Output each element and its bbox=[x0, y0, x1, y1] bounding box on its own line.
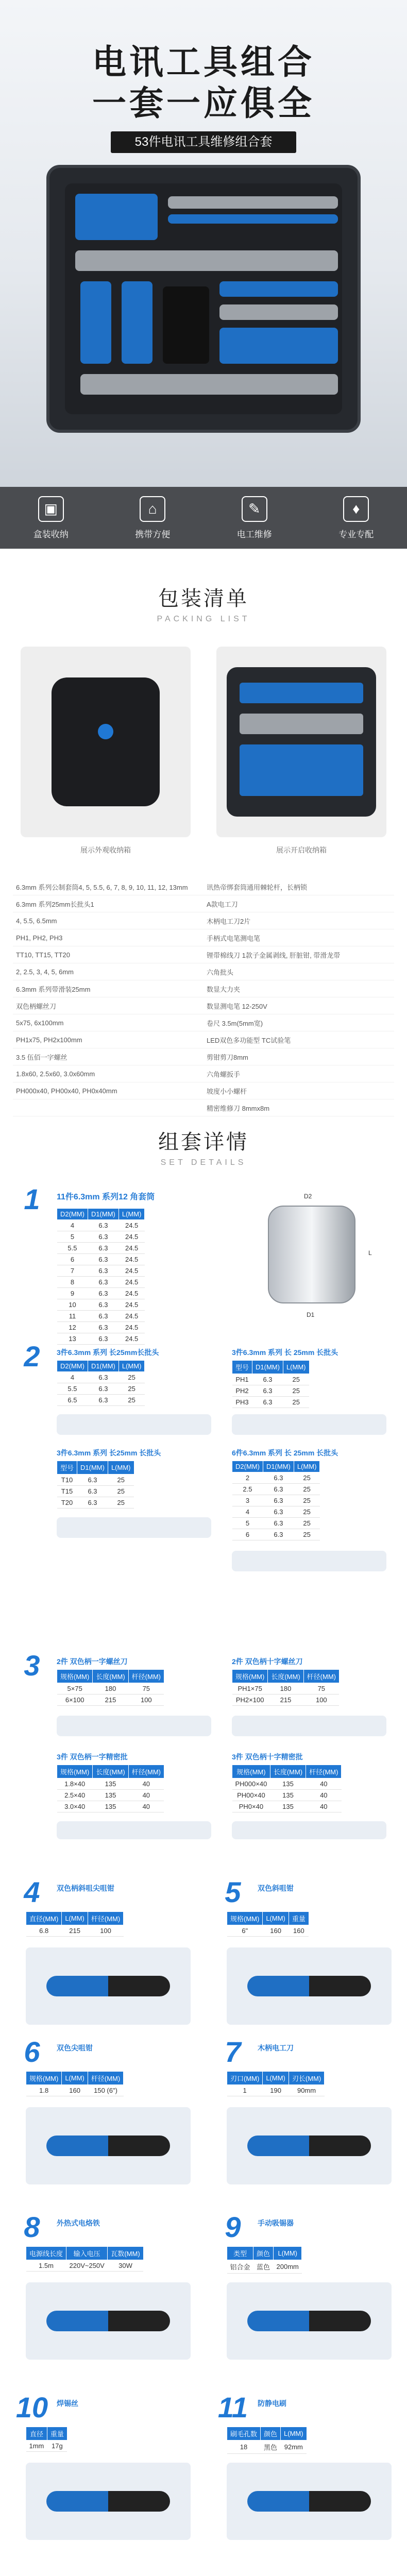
section-number: 11 bbox=[217, 2391, 248, 2424]
spec-table: D2(MM) D1(MM) L(MM) 4 6.3 24.5 5 6.3 24.5 5.5 6.3 24.5 6 6.3 24.5 7 6.3 24.5 8 6.3 24.5 9 6.3 24.5 10 6.3 24.5 11 6.3 24.5 12 6.3 24.5 13 6.3 24.5 bbox=[57, 1208, 145, 1345]
hex-bit-image bbox=[232, 1551, 386, 1571]
list-item: PH1x75, PH2x100mm LED双色多功能型 TC试验笔 bbox=[13, 1031, 394, 1048]
spec-table: 直径 重量 1mm 17g bbox=[26, 2427, 67, 2452]
table-row: 2.5 6.3 25 bbox=[232, 1484, 320, 1495]
precision-spec-table bbox=[57, 1765, 164, 1812]
section-number: 1 bbox=[24, 1183, 40, 1215]
table-row: 7 6.3 24.5 bbox=[57, 1265, 145, 1277]
table-row: 5.5 6.3 25 bbox=[57, 1383, 145, 1395]
hero-banner bbox=[0, 0, 407, 487]
table-row: PH0×40 135 40 bbox=[232, 1801, 342, 1812]
precision-driver-image bbox=[232, 1821, 386, 1839]
table-row: T10 6.3 25 bbox=[57, 1475, 134, 1486]
table-row: 4 6.3 24.5 bbox=[57, 1220, 145, 1231]
section-number: 3 bbox=[24, 1649, 40, 1682]
spec-table-wrap bbox=[26, 2246, 144, 2272]
table-row: PH1×75 180 75 bbox=[232, 1683, 340, 1694]
list-item: 6.3mm 系列公制套筒4, 5, 5.5, 6, 7, 8, 9, 10, 11, 12, 13mm 讯热帝绑套筒通用棘轮杆，长柄锁 bbox=[13, 878, 394, 895]
table-row: 6×100 215 100 bbox=[57, 1694, 164, 1706]
table-row: PH00×40 135 40 bbox=[232, 1790, 342, 1801]
table-row: 1mm 17g bbox=[26, 2441, 67, 2452]
section-number: 2 bbox=[24, 1340, 40, 1372]
bit-spec-table bbox=[57, 1461, 134, 1509]
screwdriver-image bbox=[232, 1716, 386, 1736]
hero-title-line1: 电讯工具组合 bbox=[92, 43, 315, 81]
table-row: 6.8 215 100 bbox=[26, 1925, 124, 1937]
list-item: 2, 2.5, 3, 4, 5, 6mm 六角批头 bbox=[13, 963, 394, 980]
section-number: 4 bbox=[24, 1876, 40, 1908]
table-row: 1.8×40 135 40 bbox=[57, 1778, 164, 1790]
spec-table: 规格(MM) 长度(MM) 杆径(MM) PH000×40 135 40 PH00×40 135 40 PH0×40 135 40 bbox=[232, 1765, 342, 1812]
table-row: 5.5 6.3 24.5 bbox=[57, 1243, 145, 1254]
table-row: PH3 6.3 25 bbox=[232, 1397, 310, 1408]
section-number: 6 bbox=[24, 2036, 40, 2068]
section-title: 双色尖咀钳 bbox=[57, 2044, 93, 2052]
packing-list-table bbox=[13, 878, 394, 1116]
section-title: 双色柄斜咀尖咀钳 bbox=[57, 1884, 114, 1892]
table-row: 3.0×40 135 40 bbox=[57, 1801, 164, 1812]
spec-table-wrap bbox=[227, 1911, 309, 1937]
bit-spec-table bbox=[232, 1360, 310, 1408]
spec-table: 刷毛孔数 颜色 L(MM) 18 黑色 92mm bbox=[227, 2427, 307, 2454]
feature-bar bbox=[0, 487, 407, 549]
spec-table: 规格(MM) L(MM) 重量 6" 160 160 bbox=[227, 1911, 309, 1937]
table-row: PH000×40 135 40 bbox=[232, 1778, 342, 1790]
table-row: PH2 6.3 25 bbox=[232, 1385, 310, 1397]
list-item: 6.3mm 系列25mm长批头1 A款电工刀 bbox=[13, 895, 394, 912]
list-item: TT10, TT15, TT20 锂带棉线刀 1款子金属剥线, 肝脏钳, 带滑龙带 bbox=[13, 946, 394, 963]
spec-table: 规格(MM) 长度(MM) 杆径(MM) 1.8×40 135 40 2.5×40 135 40 3.0×40 135 40 bbox=[57, 1765, 164, 1812]
spec-table: 型号 D1(MM) L(MM) T10 6.3 25 T15 6.3 25 T20 6.3 25 bbox=[57, 1461, 134, 1509]
spec-table-wrap bbox=[26, 2427, 67, 2452]
spec-table: D2(MM) D1(MM) L(MM) 2 6.3 25 2.5 6.3 25 3 6.3 25 4 6.3 25 5 6.3 25 6 6.3 25 bbox=[232, 1461, 320, 1540]
spec-table-wrap bbox=[227, 2246, 302, 2274]
tool-image bbox=[26, 1947, 191, 2025]
spec-table: 电源线长度 输入电压 瓦数(MM) 1.5m 220V~250V 30W bbox=[26, 2246, 144, 2272]
tool-image bbox=[227, 2463, 392, 2540]
section-number: 9 bbox=[225, 2211, 241, 2243]
list-item: 4, 5.5, 6.5mm 木柄电工刀2片 bbox=[13, 912, 394, 929]
bit-spec-table bbox=[57, 1360, 145, 1406]
section-number: 7 bbox=[225, 2036, 241, 2068]
table-row: 6.5 6.3 25 bbox=[57, 1395, 145, 1406]
list-item: 双色柄螺丝刀 数显测电笔 12-250V bbox=[13, 997, 394, 1014]
repair-icon: ✎ bbox=[242, 496, 267, 522]
section-title: 外热式电烙铁 bbox=[57, 2219, 100, 2227]
table-row: 4 6.3 25 bbox=[232, 1506, 320, 1518]
table-row: 1.8 160 150 (6") bbox=[26, 2085, 124, 2096]
spec-table: D2(MM) D1(MM) L(MM) 4 6.3 25 5.5 6.3 25 6.5 6.3 25 bbox=[57, 1360, 145, 1406]
table-row: 2 6.3 25 bbox=[232, 1472, 320, 1484]
tool-image bbox=[227, 1947, 392, 2025]
bit-spec-table bbox=[232, 1461, 320, 1540]
list-item: PH000x40, PH00x40, PH0x40mm 坡度小小螺杆 bbox=[13, 1082, 394, 1099]
table-row: 6 6.3 25 bbox=[232, 1529, 320, 1540]
spec-table: 规格(MM) L(MM) 杆径(MM) 1.8 160 150 (6") bbox=[26, 2071, 124, 2096]
hero-title bbox=[0, 41, 407, 124]
socket-spec-table bbox=[57, 1208, 145, 1345]
table-row: 9 6.3 24.5 bbox=[57, 1288, 145, 1299]
table-row: 1.5m 220V~250V 30W bbox=[26, 2260, 144, 2272]
table-row: 6" 160 160 bbox=[227, 1925, 309, 1937]
spec-table-wrap bbox=[26, 2071, 124, 2096]
table-row: 5 6.3 25 bbox=[232, 1518, 320, 1529]
list-item: 6.3mm 系列带滑装25mm 数显大力夹 bbox=[13, 980, 394, 997]
spec-table-wrap bbox=[227, 2427, 307, 2454]
section-title: 手动吸锡器 bbox=[258, 2219, 294, 2227]
list-item: 3.5 伍佰一字螺丝 剪钳剪刀8mm bbox=[13, 1048, 394, 1065]
toolkit-case-image bbox=[46, 165, 361, 433]
spec-table: 规格(MM) 长度(MM) 杆径(MM) PH1×75 180 75 PH2×100 215 100 bbox=[232, 1669, 340, 1706]
case-open-image bbox=[216, 647, 386, 837]
slotted-bit-image bbox=[57, 1414, 211, 1435]
table-row: 6 6.3 24.5 bbox=[57, 1254, 145, 1265]
case-icon: ▣ bbox=[38, 496, 64, 522]
table-row: T20 6.3 25 bbox=[57, 1497, 134, 1509]
feature-item: ✎ 电工维修 bbox=[224, 496, 285, 540]
list-item: PH1, PH2, PH3 手柄式电笔测电笔 bbox=[13, 929, 394, 946]
tool-image bbox=[26, 2463, 191, 2540]
tool-image bbox=[26, 2107, 191, 2184]
table-row: 1 190 90mm bbox=[227, 2085, 325, 2096]
section-title: 双色斜咀钳 bbox=[258, 1884, 294, 1892]
screwdriver-spec-table bbox=[57, 1669, 164, 1706]
table-row: 18 黑色 92mm bbox=[227, 2441, 307, 2454]
phillips-bit-image bbox=[232, 1414, 386, 1435]
section-number: 10 bbox=[15, 2391, 48, 2424]
list-item: 5x75, 6x100mm 卷尺 3.5m(5mm宽) bbox=[13, 1014, 394, 1031]
section-title: 木柄电工刀 bbox=[258, 2044, 294, 2052]
feature-item: ♦ 专业专配 bbox=[325, 496, 387, 540]
section-title: 11件6.3mm 系列12 角套筒 bbox=[57, 1193, 155, 1201]
screwdriver-image bbox=[57, 1716, 211, 1736]
toolkit-case-interior bbox=[65, 183, 342, 414]
feature-item: ⌂ 携带方便 bbox=[122, 496, 183, 540]
precision-spec-table bbox=[232, 1765, 342, 1812]
table-row: 5 6.3 24.5 bbox=[57, 1231, 145, 1243]
list-item: 1.8x60, 2.5x60, 3.0x60mm 六角螺扳手 bbox=[13, 1065, 394, 1082]
tool-image bbox=[227, 2107, 392, 2184]
carry-icon: ⌂ bbox=[140, 496, 165, 522]
case-open-caption: 展示开启收纳箱 bbox=[276, 846, 327, 854]
spec-table: 刃口(MM) L(MM) 刃长(MM) 1 190 90mm bbox=[227, 2071, 325, 2096]
table-row: PH1 6.3 25 bbox=[232, 1374, 310, 1385]
table-row: 11 6.3 24.5 bbox=[57, 1311, 145, 1322]
table-row: 3 6.3 25 bbox=[232, 1495, 320, 1506]
table-row: 铝合金 蓝色 200mm bbox=[227, 2260, 302, 2274]
table-row: T15 6.3 25 bbox=[57, 1486, 134, 1497]
table-row: PH2×100 215 100 bbox=[232, 1694, 340, 1706]
tool-image bbox=[227, 2282, 392, 2360]
spec-table: 型号 D1(MM) L(MM) PH1 6.3 25 PH2 6.3 25 PH3 6.3 25 bbox=[232, 1360, 310, 1408]
table-row: 10 6.3 24.5 bbox=[57, 1299, 145, 1311]
tool-image bbox=[26, 2282, 191, 2360]
spec-table: 直径(MM) L(MM) 杆径(MM) 6.8 215 100 bbox=[26, 1911, 124, 1937]
torx-bit-image bbox=[57, 1517, 211, 1538]
table-row: 12 6.3 24.5 bbox=[57, 1322, 145, 1333]
spec-table: 类型 颜色 L(MM) 铝合金 蓝色 200mm bbox=[227, 2246, 302, 2274]
spec-table-wrap bbox=[26, 1911, 124, 1937]
table-row: 5×75 180 75 bbox=[57, 1683, 164, 1694]
section-number: 5 bbox=[225, 1876, 241, 1908]
spec-table-wrap bbox=[227, 2071, 325, 2096]
hero-title-line2: 一套一应俱全 bbox=[92, 84, 315, 122]
case-closed-image bbox=[21, 647, 191, 837]
packing-heading: 包装清单 PACKING LIST bbox=[157, 587, 250, 623]
table-row: 13 6.3 24.5 bbox=[57, 1333, 145, 1345]
list-item: 精密维修刀 8mmx8m bbox=[13, 1099, 394, 1116]
case-closed-caption: 展示外观收纳箱 bbox=[80, 846, 131, 854]
section-title: 防静电刷 bbox=[258, 2399, 286, 2408]
quality-icon: ♦ bbox=[343, 496, 369, 522]
table-row: 8 6.3 24.5 bbox=[57, 1277, 145, 1288]
hero-subtitle: 53件电讯工具维修组合套 bbox=[111, 131, 296, 153]
feature-item: ▣ 盒装收纳 bbox=[20, 496, 82, 540]
table-row: 4 6.3 25 bbox=[57, 1372, 145, 1383]
details-heading: 组套详情 SET DETAILS bbox=[158, 1131, 249, 1167]
section-number: 8 bbox=[24, 2211, 40, 2243]
socket-image bbox=[268, 1206, 355, 1303]
spec-table: 规格(MM) 长度(MM) 杆径(MM) 5×75 180 75 6×100 215 100 bbox=[57, 1669, 164, 1706]
table-row: 2.5×40 135 40 bbox=[57, 1790, 164, 1801]
screwdriver-spec-table bbox=[232, 1669, 340, 1706]
section-title: 焊锡丝 bbox=[57, 2399, 78, 2408]
precision-driver-image bbox=[57, 1821, 211, 1839]
